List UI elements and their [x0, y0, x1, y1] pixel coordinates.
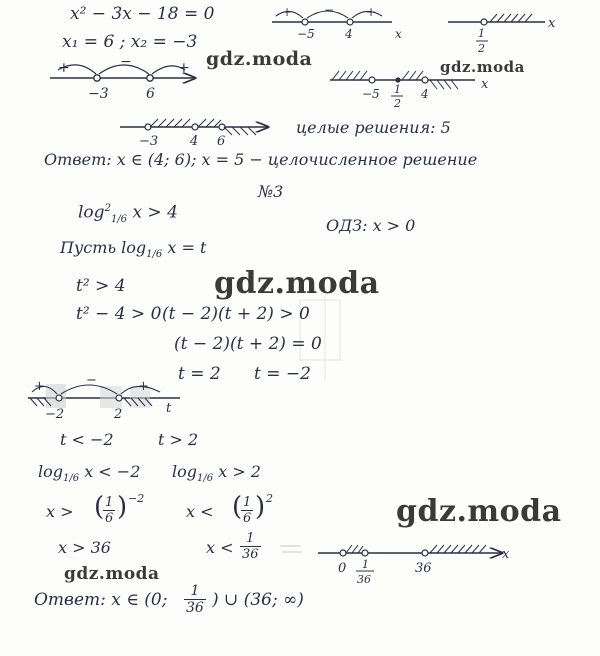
case-t-less: t < −2 [60, 430, 114, 449]
task-number: №3 [258, 182, 284, 201]
svg-text:+: + [34, 379, 45, 394]
svg-text:2: 2 [394, 97, 401, 110]
svg-text:−2: −2 [45, 407, 65, 422]
substitution: Пусть $\log_{1/6} x = t$ [60, 238, 207, 261]
final-answer-post: ) ∪ (36; ∞) [212, 590, 304, 610]
factored-eq: (t − 2)(t + 2) = 0 [174, 334, 322, 354]
svg-text:+: + [138, 379, 149, 394]
svg-text:x: x [395, 27, 402, 41]
power-case-1-fraction: 1 6 [105, 495, 114, 526]
svg-text:6: 6 [217, 134, 226, 149]
watermark-3: gdz.moda [214, 266, 380, 301]
svg-text:1: 1 [478, 27, 485, 40]
svg-text:−5: −5 [362, 87, 380, 101]
solution-x-gt-36: x > 36 [58, 538, 111, 557]
svg-text:x: x [502, 547, 510, 562]
quadratic-roots: x₁ = 6 ; x₂ = −3 [62, 32, 198, 52]
watermark-2: gdz.moda [440, 58, 525, 76]
svg-text:36: 36 [415, 561, 432, 576]
integer-solutions-note: целые решения: 5 [296, 118, 451, 137]
svg-text:0: 0 [338, 561, 347, 576]
svg-text:+: + [282, 5, 293, 19]
power-case-1-pre: x > [46, 502, 74, 521]
svg-text:36: 36 [357, 573, 371, 586]
label-6: 6 [146, 86, 155, 102]
solution-x-lt-pre: x < [206, 538, 234, 557]
svg-text:4: 4 [345, 27, 353, 41]
final-answer-pre: Ответ: x ∈ (0; [34, 590, 168, 610]
paren-close-2: ) [255, 492, 266, 522]
paren-open-1: ( [94, 492, 105, 522]
power-case-1-exp: −2 [128, 492, 145, 505]
sign-minus: − [120, 54, 132, 70]
sign-plus-right: + [178, 60, 190, 76]
svg-text:1: 1 [394, 83, 401, 96]
domain-condition: ОДЗ: x > 0 [326, 216, 416, 235]
svg-text:−5: −5 [297, 27, 315, 41]
main-inequality: $\log^2_{1/6} x > 4$ [78, 202, 178, 226]
svg-text:−3: −3 [139, 134, 159, 149]
svg-text:2: 2 [478, 42, 485, 55]
svg-text:−: − [324, 3, 335, 17]
factored-ineq: (t − 2)(t + 2) > 0 [162, 304, 310, 324]
watermark-1: gdz.moda [206, 48, 313, 70]
final-answer-fraction: 1 36 [186, 583, 204, 616]
paren-close-1: ) [117, 492, 128, 522]
svg-text:x: x [548, 16, 556, 31]
number-line-5 [120, 119, 268, 135]
power-case-2-exp: 2 [266, 492, 273, 505]
label-minus3: −3 [88, 86, 109, 102]
t-squared-ineq: t² > 4 [76, 276, 126, 296]
power-case-2-pre: x < [186, 502, 214, 521]
svg-text:x: x [481, 77, 489, 92]
power-case-2-fraction: 1 6 [243, 495, 252, 526]
watermark-5: gdz.moda [64, 564, 160, 584]
svg-text:4: 4 [421, 87, 429, 101]
log-case-2: $\log_{1/6} x > 2$ [172, 462, 261, 485]
number-line-final [280, 545, 502, 556]
root-t-2: t = 2 [178, 364, 221, 384]
svg-text:4: 4 [190, 134, 199, 149]
svg-text:+: + [366, 5, 377, 19]
sign-plus-left: + [58, 60, 70, 76]
svg-text:−: − [86, 373, 97, 388]
svg-text:2: 2 [114, 407, 123, 422]
log-case-1: $\log_{1/6} x < -2$ [38, 462, 141, 485]
paren-open-2: ( [232, 492, 243, 522]
svg-text:t: t [166, 401, 172, 416]
solution-x-lt-fraction: 1 36 [242, 531, 259, 562]
root-t-minus2: t = −2 [254, 364, 311, 384]
watermark-4: gdz.moda [396, 494, 562, 529]
number-line-3 [448, 14, 545, 25]
t-squared-minus-4: t² − 4 > 0 [76, 304, 162, 324]
quadratic-equation: x² − 3x − 18 = 0 [70, 4, 215, 24]
number-line-t [28, 384, 180, 408]
svg-text:1: 1 [362, 558, 369, 571]
case-t-greater: t > 2 [158, 430, 199, 449]
answer-1: Ответ: x ∈ (4; 6); x = 5 − целочисленное решение [44, 150, 478, 169]
